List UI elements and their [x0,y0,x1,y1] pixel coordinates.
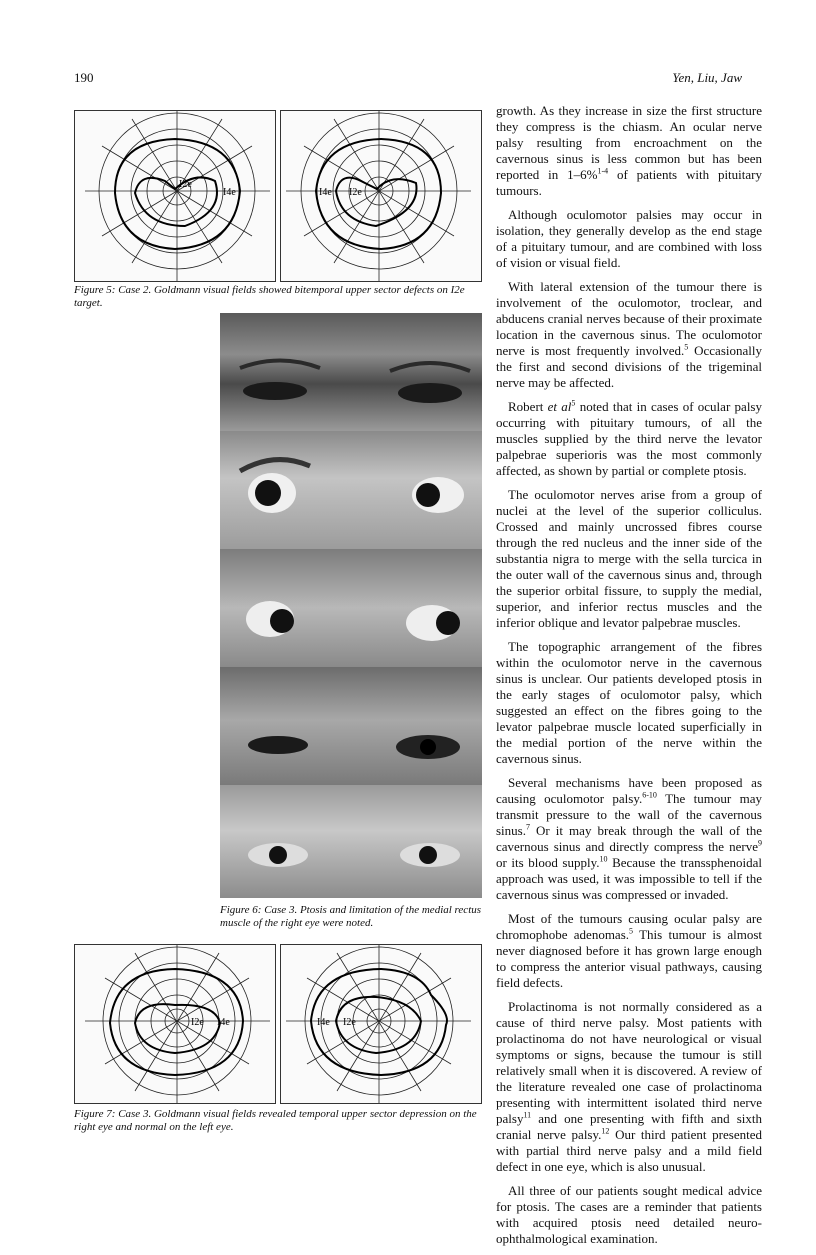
body-text-column [496,103,762,1255]
p4-text: noted that in cases of ocular palsy occurring with pituitary tumours, of all the muscles supplied by the third nerve the levator palpebrae superioris was the most commonly affected, as shown by partial or complete ptosis. [496,399,762,478]
figure-7-left-chart [74,944,276,1104]
paragraph-5: The oculomotor nerves arise from a group of nuclei at the level of the superior colliculus. Crossed and mainly uncrossed fibres course through the red nucleus and the inner side of the substantia nigra to merge with the sella turcica in the outer wall of the cavernous sinus and, through the superior orbital fissure, to supply the medial, superior, and inferior rectus muscles and the inferior oblique and levator palpebrae muscles. [496,487,762,630]
figure-6-photo-1 [220,313,482,432]
paragraph-7 [496,775,762,903]
p3-end: Occasionally the first and second divisions of the trigeminal nerve may be affected. [496,343,762,390]
figure-7-left-label: I2e [191,1017,204,1028]
p8-ref: 5 [629,926,634,936]
figure-6-photo-strip [220,313,482,898]
figure-5-left-chart [74,110,276,282]
page-number: 190 [74,70,94,85]
figure-6-photo-4 [220,667,482,786]
p7-ref2: 7 [525,822,530,832]
figure-7-right-label2: I2e [343,1017,356,1028]
p7-d: or its blood supply. [496,855,600,870]
figure-5-left-label: I2e [179,179,192,190]
p7-c: Or it may break through the wall of the cavernous sinus and directly compress the nerve [496,823,762,854]
figure-7-caption: Figure 7: Case 3. Goldmann visual fields revealed temporal upper sector depression on the right eye and normal on the left eye. [74,1108,477,1133]
p4-ref: 5 [571,398,576,408]
figure-7-left-label2: I4e [217,1017,230,1028]
p8-end: This tumour is almost never diagnosed before it has grown large enough to compress the anterior visual pathways, causing field defects. [496,927,762,990]
paragraph-6: The topographic arrangement of the fibres within the oculomotor nerve in the cavernous sinus is unclear. Our patients developed ptosis in the early stages of oculomotor palsy, which suggested an effect on the fibres going to the levator palpebrae muscle located superficially in the medial portion of the nerve within the cavernous sinus. [496,639,762,766]
p9-text: Prolactinoma is not normally considered as a cause of third nerve palsy. Most patients with prolactinoma do not have neurological or visual symptoms or signs, because the tumour is still relatively small when it is discovered. A review of the literature revealed one case of prolactinoma presenting with intermittent isolated third nerve palsy [496,999,762,1126]
figure-7-right-chart [280,944,482,1104]
p1-text: growth. As they increase in size the first structure they compress is the chiasm. An ocular nerve palsy resulting from encroachment on the cavernous sinus is less common but has been reported in 1–6% [496,103,762,182]
figure-5-caption: Figure 5: Case 2. Goldmann visual fields showed bitemporal upper sector defects on I2e target. [74,284,465,309]
figure-5 [74,110,482,282]
figure-6-caption: Figure 6: Case 3. Ptosis and limitation of the medial rectus muscle of the right eye were noted. [220,904,482,929]
p4-start: Robert [508,399,548,414]
p8-text: Most of the tumours causing ocular palsy are chromophobe adenomas. [496,911,762,942]
paragraph-10: All three of our patients sought medical advice for ptosis. The cases are a reminder that patients with acquired ptosis need detailed neuro-ophthalmological examination. [496,1183,762,1246]
p7-b: The tumour may transmit pressure to the wall of the cavernous sinus. [496,791,762,838]
p9-ref: 11 [523,1110,532,1120]
figure-5-left-label2: I4e [223,187,236,198]
p9-c: Our third patient presented with partial third nerve palsy and a mild field defect in one eye, which is also unusual. [496,1127,762,1174]
p7-e: Because the transsphenoidal approach was used, it was impossible to tell if the cavernous sinus was compressed or invaded. [496,855,762,902]
figure-5-right-label2: I2e [349,187,362,198]
figure-5-right-label: I4e [319,187,332,198]
figure-6-photo-2 [220,431,482,550]
p7-ref4: 10 [599,854,608,864]
p4-etal: et al [547,399,572,414]
p1-ref: 1-4 [597,166,609,176]
paragraph-8 [496,911,762,991]
paragraph-1 [496,103,762,199]
paragraph-4 [496,399,762,479]
p9-b: and one presenting with fifth and sixth cranial nerve palsy. [496,1111,762,1142]
figure-7-right-label: I4e [317,1017,330,1028]
p7-text: Several mechanisms have been proposed as causing oculomotor palsy. [496,775,762,806]
p7-ref: 6-10 [642,790,657,800]
paragraph-3 [496,279,762,391]
figure-7 [74,944,482,1104]
p3-ref: 5 [684,342,689,352]
figure-6-photo-5 [220,785,482,898]
figure-5-right-chart [280,110,482,282]
p1-end: of patients with pituitary tumours. [496,167,762,198]
paragraph-2: Although oculomotor palsies may occur in isolation, they generally develop as the end stage of a pituitary tumour, and are combined with loss of vision or visual field. [496,207,762,270]
figure-6-photo-3 [220,549,482,668]
p3-text: With lateral extension of the tumour there is involvement of the oculomotor, troclear, and abducens cranial nerves because of their proximate location in the cavernous sinus. The oculomotor nerve is most frequently involved. [496,279,762,358]
p7-ref3: 9 [758,838,762,848]
paragraph-9 [496,999,762,1175]
p9-ref2: 12 [601,1126,610,1136]
running-title: Yen, Liu, Jaw [672,70,742,85]
